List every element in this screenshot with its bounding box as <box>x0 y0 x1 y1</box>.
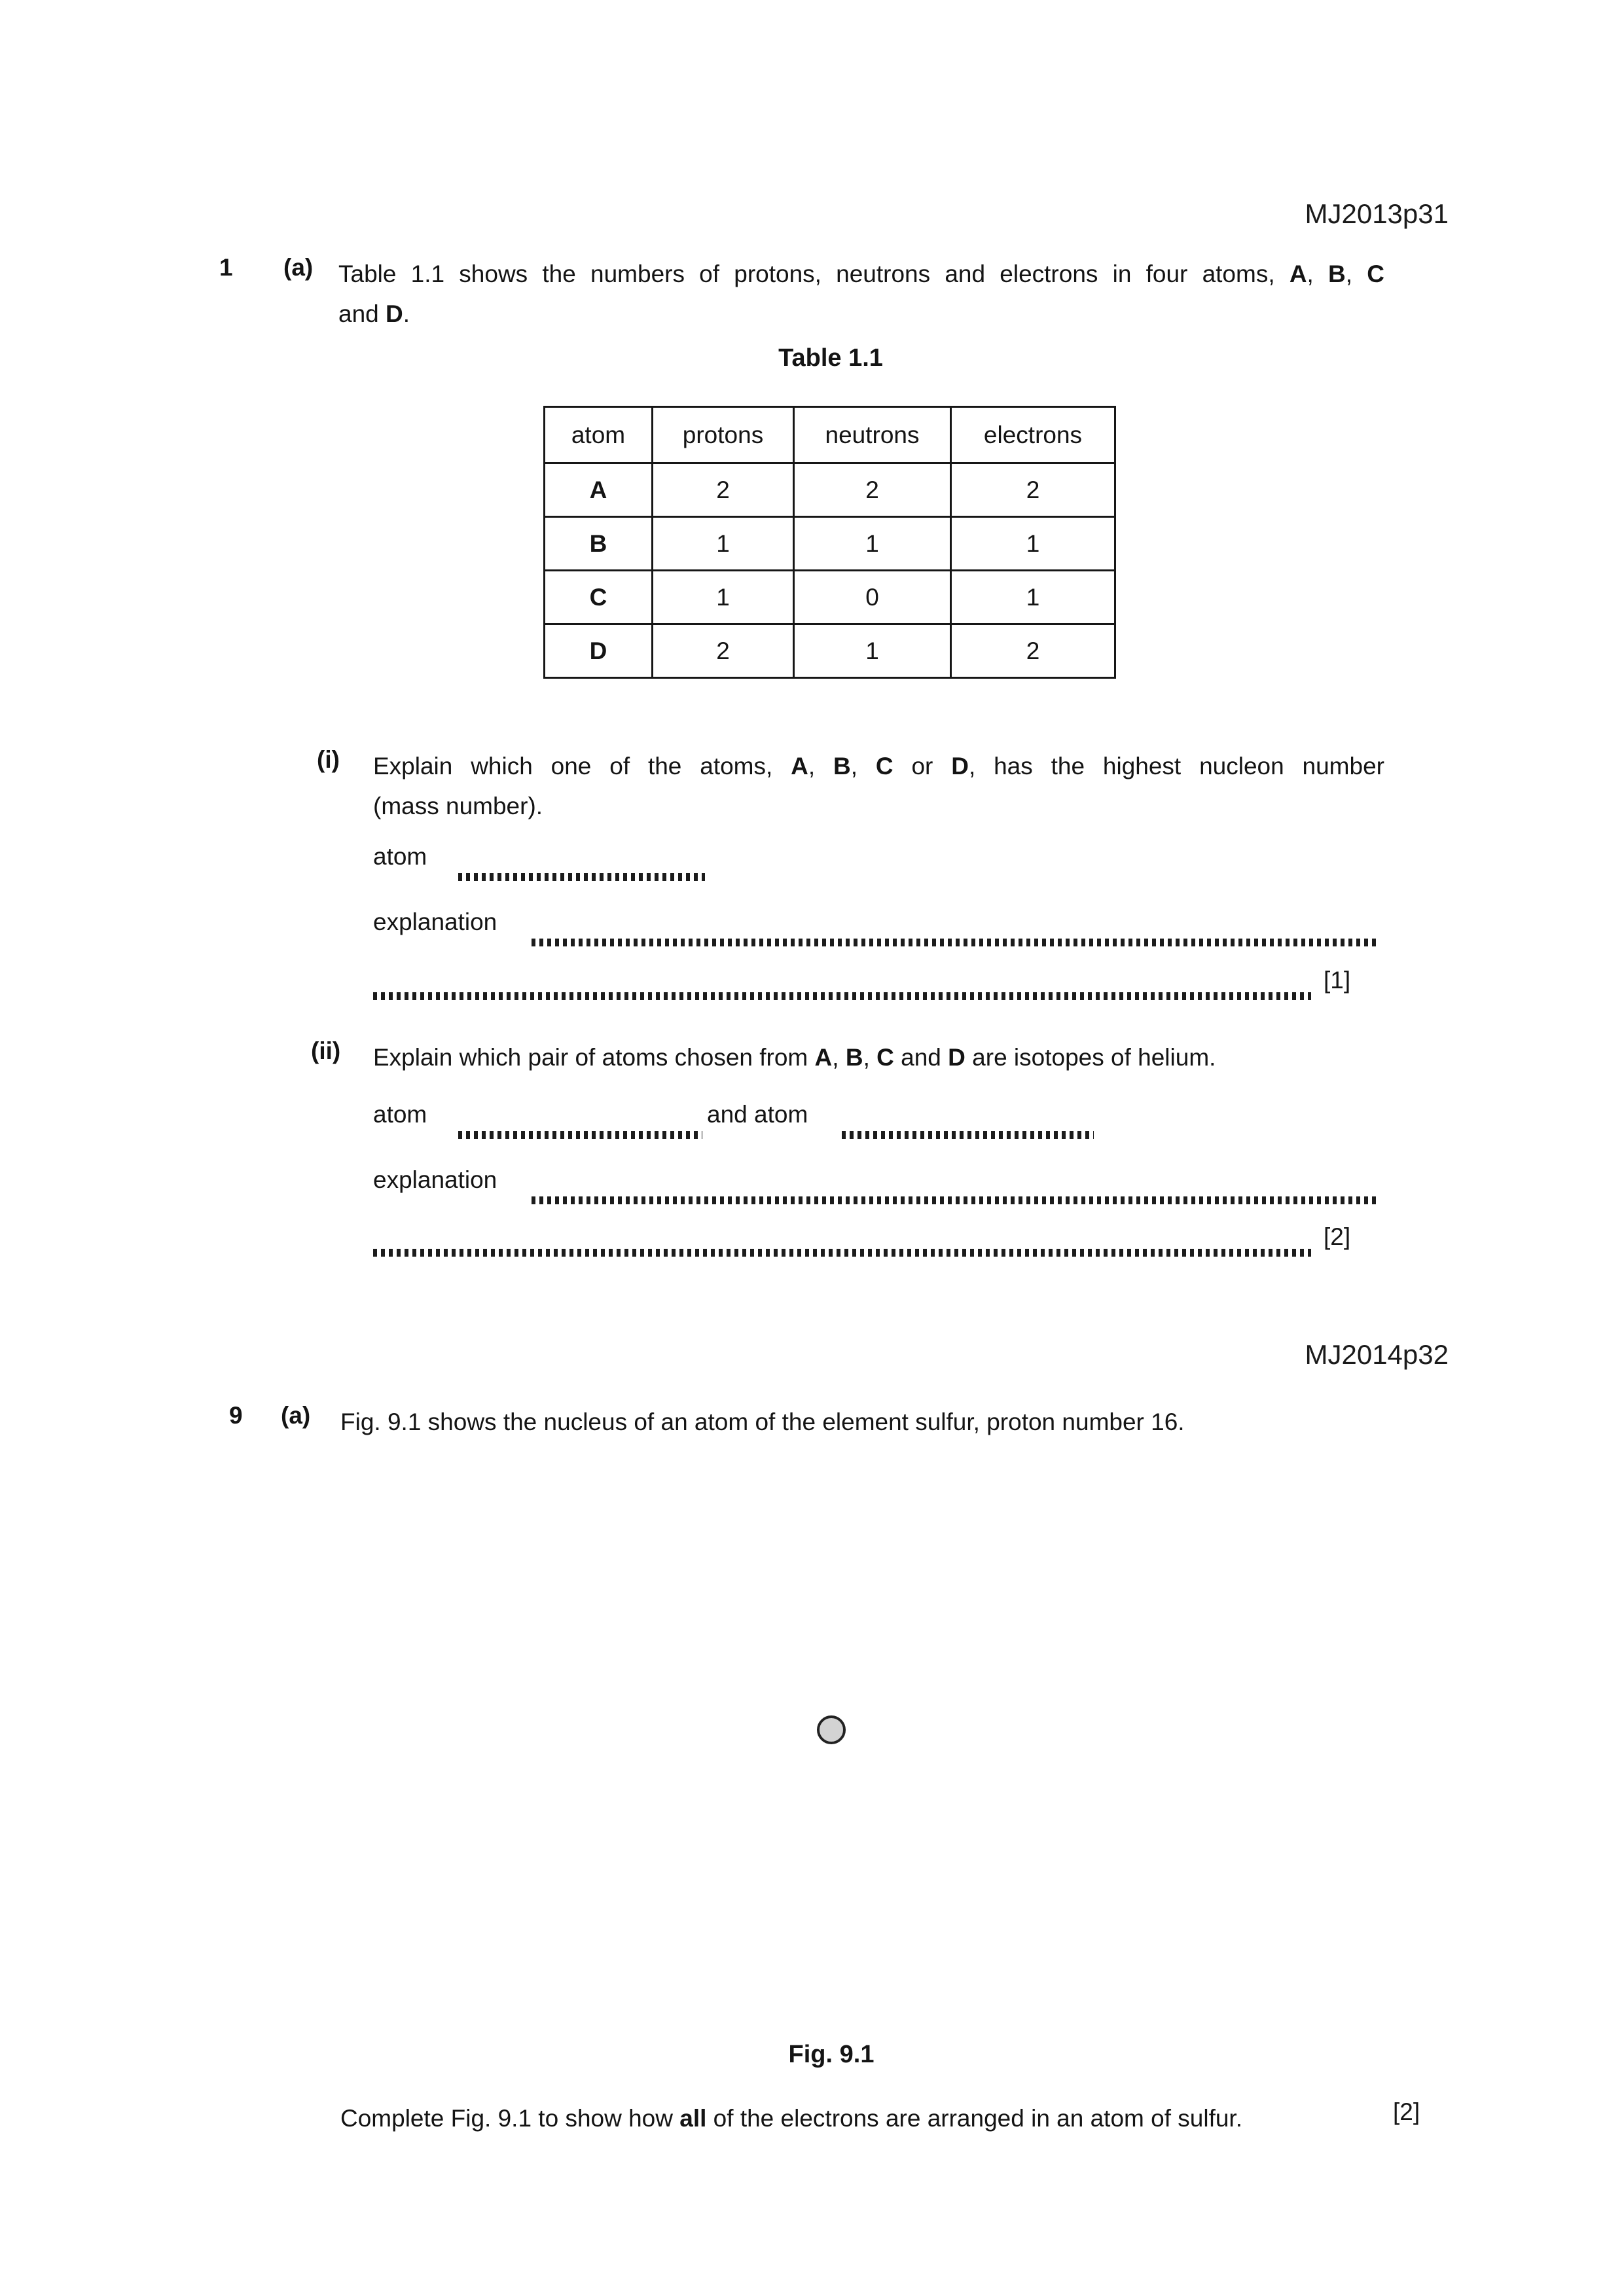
qi-atom-answer-line <box>458 873 705 881</box>
text-run: B <box>833 753 851 780</box>
qi-explanation-answer-line <box>532 939 1380 946</box>
table-row <box>545 463 1115 517</box>
qii-marks-badge: [2] <box>1324 1223 1351 1250</box>
text-run: and <box>338 300 386 327</box>
table-cell: 1 <box>794 517 951 571</box>
nucleus-circle <box>817 1715 846 1744</box>
text-run: of the electrons are arranged in an atom of sulfur. <box>706 2105 1242 2132</box>
column-header-electrons: electrons <box>951 407 1115 463</box>
text-run: all <box>679 2105 707 2132</box>
part-label-a: (a) <box>283 254 314 281</box>
text-run: D <box>951 753 969 780</box>
text-run: , <box>832 1044 846 1071</box>
text-run: , <box>1307 260 1329 287</box>
qii-answer-line <box>373 1249 1311 1257</box>
table-cell: 2 <box>653 463 794 517</box>
qii-and-atom-label: and atom <box>707 1101 808 1128</box>
text-run: C <box>876 1044 894 1071</box>
q1-intro-line2 <box>338 294 1384 334</box>
qii-line1 <box>373 1037 1384 1077</box>
row-label: B <box>545 517 653 571</box>
qi-line1 <box>373 746 1384 786</box>
text-run: . <box>403 300 410 327</box>
text-run: A <box>814 1044 833 1071</box>
qi-marks-badge: [1] <box>1324 967 1351 994</box>
qii-explanation-label: explanation <box>373 1166 497 1193</box>
row-label: D <box>545 624 653 678</box>
qii-question-text <box>373 1037 1384 1077</box>
text-run: , has the highest nucleon number <box>968 753 1384 780</box>
qi-atom-label: atom <box>373 843 427 870</box>
table-caption: Table 1.1 <box>778 344 883 372</box>
table-cell: 2 <box>951 463 1115 517</box>
text-run: , <box>1345 260 1367 287</box>
text-run: D <box>948 1044 965 1071</box>
figure-caption: Fig. 9.1 <box>788 2041 875 2068</box>
qii-atom-answer-line-1 <box>458 1131 702 1139</box>
table-row <box>545 624 1115 678</box>
table-cell: 2 <box>653 624 794 678</box>
text-run: , <box>850 753 876 780</box>
q9-intro-text: Fig. 9.1 shows the nucleus of an atom of the element sulfur, proton number 16. <box>340 1408 1185 1435</box>
text-run: Table 1.1 shows the numbers of protons, neutrons and electrons in four atoms, <box>338 260 1290 287</box>
q1-intro-text <box>338 254 1384 334</box>
part-label-9a: (a) <box>281 1402 311 1429</box>
text-run: B <box>845 1044 863 1071</box>
text-run: , <box>863 1044 877 1071</box>
qii-atom-answer-line-2 <box>842 1131 1094 1139</box>
column-header-protons: protons <box>653 407 794 463</box>
text-run: are isotopes of helium. <box>965 1044 1216 1071</box>
text-run: B <box>1328 260 1346 287</box>
table-cell: 2 <box>794 463 951 517</box>
table-1-1 <box>543 406 1116 679</box>
qi-question-text <box>373 746 1384 826</box>
text-run: and <box>893 1044 948 1071</box>
text-run: Complete Fig. 9.1 to show how <box>340 2105 680 2132</box>
table-cell: 0 <box>794 571 951 624</box>
qi-line2: (mass number). <box>373 793 543 819</box>
text-run: A <box>1289 260 1307 287</box>
question-number-1: 1 <box>219 254 233 281</box>
text-run: C <box>875 753 893 780</box>
table-header-row <box>545 407 1115 463</box>
table-cell: 1 <box>653 517 794 571</box>
qi-explanation-label: explanation <box>373 908 497 935</box>
q9-marks-badge: [2] <box>1393 2098 1420 2125</box>
source-tag-mj2014p32: MJ2014p32 <box>1305 1339 1449 1370</box>
q1-intro-line1 <box>338 254 1384 294</box>
column-header-atom: atom <box>545 407 653 463</box>
table-cell: 1 <box>951 517 1115 571</box>
source-tag-mj2013p31: MJ2013p31 <box>1305 198 1449 229</box>
table-cell: 1 <box>653 571 794 624</box>
qi-answer-line <box>373 992 1311 1000</box>
table-row <box>545 571 1115 624</box>
text-run: , <box>808 753 834 780</box>
table-row <box>545 517 1115 571</box>
text-run: Explain which one of the atoms, <box>373 753 791 780</box>
qii-explanation-answer-line <box>532 1196 1380 1204</box>
row-label: C <box>545 571 653 624</box>
part-label-ii: (ii) <box>311 1037 341 1064</box>
qii-atom-label: atom <box>373 1101 427 1128</box>
text-run: or <box>893 753 952 780</box>
part-label-i: (i) <box>317 746 340 773</box>
question-number-9: 9 <box>229 1402 243 1429</box>
q9-complete-instruction <box>340 2098 1362 2138</box>
table-cell: 2 <box>951 624 1115 678</box>
row-label: A <box>545 463 653 517</box>
text-run: Explain which pair of atoms chosen from <box>373 1044 815 1071</box>
text-run: D <box>386 300 403 327</box>
table-cell: 1 <box>794 624 951 678</box>
text-run: C <box>1367 260 1385 287</box>
table-cell: 1 <box>951 571 1115 624</box>
column-header-neutrons: neutrons <box>794 407 951 463</box>
text-run: A <box>791 753 808 780</box>
